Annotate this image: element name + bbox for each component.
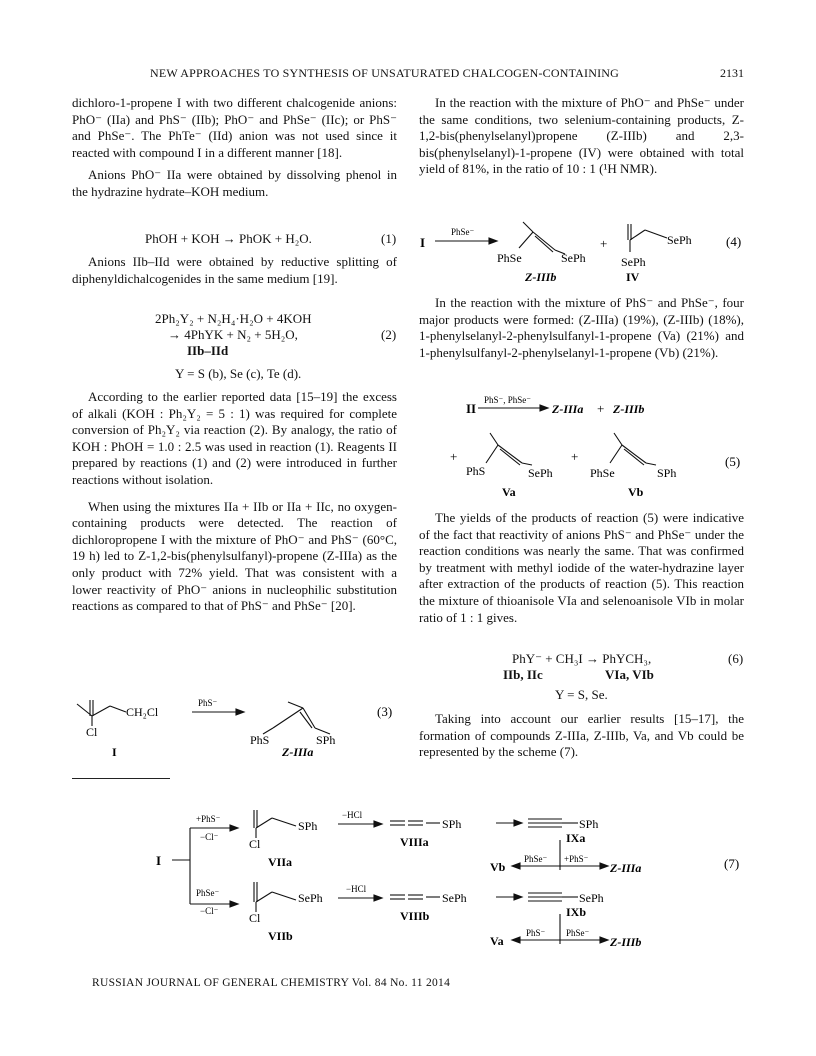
ch2cl-label: CH₂Cl	[126, 705, 159, 719]
equation-2-line1: 2Ph₂Y₂ + N₂H₄·H₂O + 4KOH	[155, 311, 312, 326]
footnote-rule	[72, 778, 170, 779]
cl-label: Cl	[86, 725, 98, 739]
compound-label: VIIa	[268, 855, 293, 869]
plus-sign: +	[450, 449, 458, 464]
cl-label: Cl	[249, 911, 261, 925]
reagent-label: PhSe⁻	[451, 227, 475, 237]
paragraph: When using the mixtures IIa + IIb or IIa + IIc, no oxygen-containing products were detected. The reaction of dichloropropene I with the mixture of PhO⁻ and PhS⁻ (60°C, 19 h) led to Z-1,2-bis(phenylsulfanyl)-propene (Z-IIIa) as the only product with 72% yield. That was consistent with a lower reactivity of PhO⁻ anions in nucleophilic substitution reactions as compared to that of PhS⁻ and PhSe⁻ [20].	[72, 498, 397, 614]
left-col-top	[72, 95, 397, 207]
compound-label: Vb	[628, 485, 644, 499]
paragraph: Anions IIb–IId were obtained by reductive splitting of diphenyldichalcogenides in the same medium [19].	[72, 254, 397, 286]
compound-label: Vb	[490, 860, 506, 874]
phse-label: PhSe	[497, 251, 522, 265]
product-label: Z-IIIb	[613, 402, 645, 416]
seph-label: SePh	[561, 251, 586, 265]
compound-label: I	[420, 235, 426, 250]
compound-label: Va	[490, 934, 504, 948]
paragraph: dichloro-1-propene I with two different chalcogenide anions: PhO⁻ (IIa) and PhS⁻ (IIb); PhO⁻ and PhSe⁻ (IIc); or PhS⁻ and PhSe⁻. The PhTe⁻ (IId) anion was not used since it reacted with compound I in a different manner [18].	[72, 95, 397, 160]
equation-6-label-right: VIa, VIb	[605, 667, 654, 682]
compound-label: I	[112, 745, 117, 759]
equation-number: (1)	[381, 231, 397, 246]
reagent-label: −Cl⁻	[200, 906, 219, 916]
scheme-3	[60, 690, 410, 765]
seph-label: SePh	[298, 891, 323, 905]
reagent-label: PhS⁻	[526, 928, 546, 938]
reagent-label: −Cl⁻	[200, 832, 219, 842]
equation-6-y: Y = S, Se.	[555, 687, 608, 702]
right-col-top	[419, 95, 744, 184]
sph-label: SPh	[579, 817, 599, 831]
reagent-label: +PhS⁻	[564, 854, 589, 864]
product-label: IV	[626, 270, 640, 284]
paragraph: In the reaction with the mixture of PhS⁻ and PhSe⁻, four major products were formed: (Z-IIIa) (19%), (Z-IIIb) (18%), 1-phenylselanyl-2-phenylsulfanyl-1-propene (Va) (21%) and 1-phenylsulfanyl-2-phenylselanyl-1-propene (Vb) (21%).	[419, 295, 744, 360]
product-label: Z-IIIa	[610, 861, 642, 875]
reagent-label: +PhS⁻	[196, 814, 221, 824]
left-col-bottom	[72, 389, 397, 621]
seph-label: SePh	[442, 891, 467, 905]
product-label: Z-IIIb	[610, 935, 642, 949]
equation-2-label: IIb–IId	[187, 343, 229, 358]
product-label: Z-IIIa	[282, 745, 314, 759]
phse-label: PhSe	[590, 466, 615, 480]
equation-number: (7)	[724, 856, 740, 871]
equation-number: (6)	[728, 651, 744, 666]
journal-footer	[92, 977, 450, 989]
compound-label: IXb	[566, 905, 587, 919]
seph-label: SePh	[621, 255, 646, 269]
reagent-label: −HCl	[346, 884, 367, 894]
product-label: Z-IIIa	[552, 402, 584, 416]
compound-label: Va	[502, 485, 516, 499]
equation-number: (5)	[725, 454, 741, 469]
page-number: 2131	[720, 66, 744, 80]
reagent-label: PhSe⁻	[566, 928, 590, 938]
left-col-mid	[72, 254, 397, 293]
equation-2-y: Y = S (b), Se (c), Te (d).	[175, 366, 302, 381]
equation-number: (2)	[381, 327, 397, 342]
reagent-label: PhSe⁻	[196, 888, 220, 898]
compound-label: IXa	[566, 831, 586, 845]
journal-issue: No. 11	[390, 977, 423, 989]
reagent-label: PhS⁻	[198, 698, 218, 708]
plus-sign: +	[597, 401, 605, 416]
paragraph: Anions PhO⁻ IIa were obtained by dissolving phenol in the hydrazine hydrate–KOH medium.	[72, 167, 397, 199]
seph-label: SePh	[579, 891, 604, 905]
scheme-7	[150, 800, 750, 960]
right-col-p3	[419, 510, 744, 632]
compound-label: I	[156, 853, 162, 868]
seph-label: SePh	[667, 233, 692, 247]
compound-label: VIIIb	[400, 909, 430, 923]
reagent-label: PhS⁻, PhSe⁻	[484, 395, 532, 405]
plus-sign: +	[571, 449, 579, 464]
reagent-label: −HCl	[342, 810, 363, 820]
paragraph: According to the earlier reported data [15–19] the excess of alkali (KOH : Ph₂Y₂ = 5 : 1) was required for complete conversion of Ph₂Y₂ via reaction (2). By analogy, the ratio of KOH : PhOH = 1.0 : 2.5 was used in reaction (1). Reagents II prepared by reactions (1) and (2) were introduced in further reactions without isolation.	[72, 389, 397, 487]
reagent-label: PhSe⁻	[524, 854, 548, 864]
compound-label: II	[466, 401, 477, 416]
equation-2-line2: → 4PhYK + N₂ + 5H₂O,	[168, 327, 298, 342]
sph-label: SPh	[316, 733, 336, 747]
product-label: Z-IIIb	[525, 270, 557, 284]
paragraph: Taking into account our earlier results [15–17], the formation of compounds Z-IIIa, Z-IIIb, Va, and Vb could be represented by the scheme (7).	[419, 711, 744, 760]
right-col-bottom	[419, 711, 744, 767]
scheme-4	[415, 218, 755, 290]
running-header: NEW APPROACHES TO SYNTHESIS OF UNSATURATED CHALCOGEN-CONTAINING	[150, 66, 620, 80]
equation-number: (3)	[377, 704, 393, 719]
paragraph: The yields of the products of reaction (5) were indicative of the fact that reactivity of anions PhS⁻ and PhSe⁻ under the reaction conditions was nearly the same. That was confirmed by treatment with methyl iodide of the water-hydrazine layer after extraction of the products of reaction (5). This reaction the mixture of thioanisole VIa and selenoanisole VIb in molar ratio of 1 : 1 gives.	[419, 510, 744, 625]
equation-6: PhY⁻ + CH₃I → PhYCH₃,	[512, 651, 652, 666]
journal-year: 2014	[425, 977, 451, 989]
journal-name: RUSSIAN JOURNAL OF GENERAL CHEMISTRY	[92, 977, 349, 989]
sph-label: SPh	[442, 817, 462, 831]
journal-volume: Vol. 84	[351, 977, 387, 989]
equation-number: (4)	[726, 234, 742, 249]
sph-label: SPh	[657, 466, 677, 480]
scheme-5	[440, 393, 750, 503]
paragraph: In the reaction with the mixture of PhO⁻ and PhSe⁻ under the same conditions, two selenium-containing products, Z-1,2-bis(phenylselanyl)propene (Z-IIIb) and 2,3-bis(phenylselanyl)-1-propene (IV) were obtained with total yield of 81%, in the ratio of 10 : 1 (¹H NMR).	[419, 95, 744, 177]
cl-label: Cl	[249, 837, 261, 851]
seph-label: SePh	[528, 466, 553, 480]
plus-sign: +	[600, 236, 608, 251]
equation-1: PhOH + KOH → PhOK + H₂O.	[145, 231, 312, 246]
phs-label: PhS	[466, 464, 486, 478]
compound-label: VIIIa	[400, 835, 429, 849]
equation-6-label-left: IIb, IIc	[503, 667, 543, 682]
compound-label: VIIb	[268, 929, 293, 943]
phs-label: PhS	[250, 733, 270, 747]
sph-label: SPh	[298, 819, 318, 833]
right-col-mid	[419, 295, 744, 367]
